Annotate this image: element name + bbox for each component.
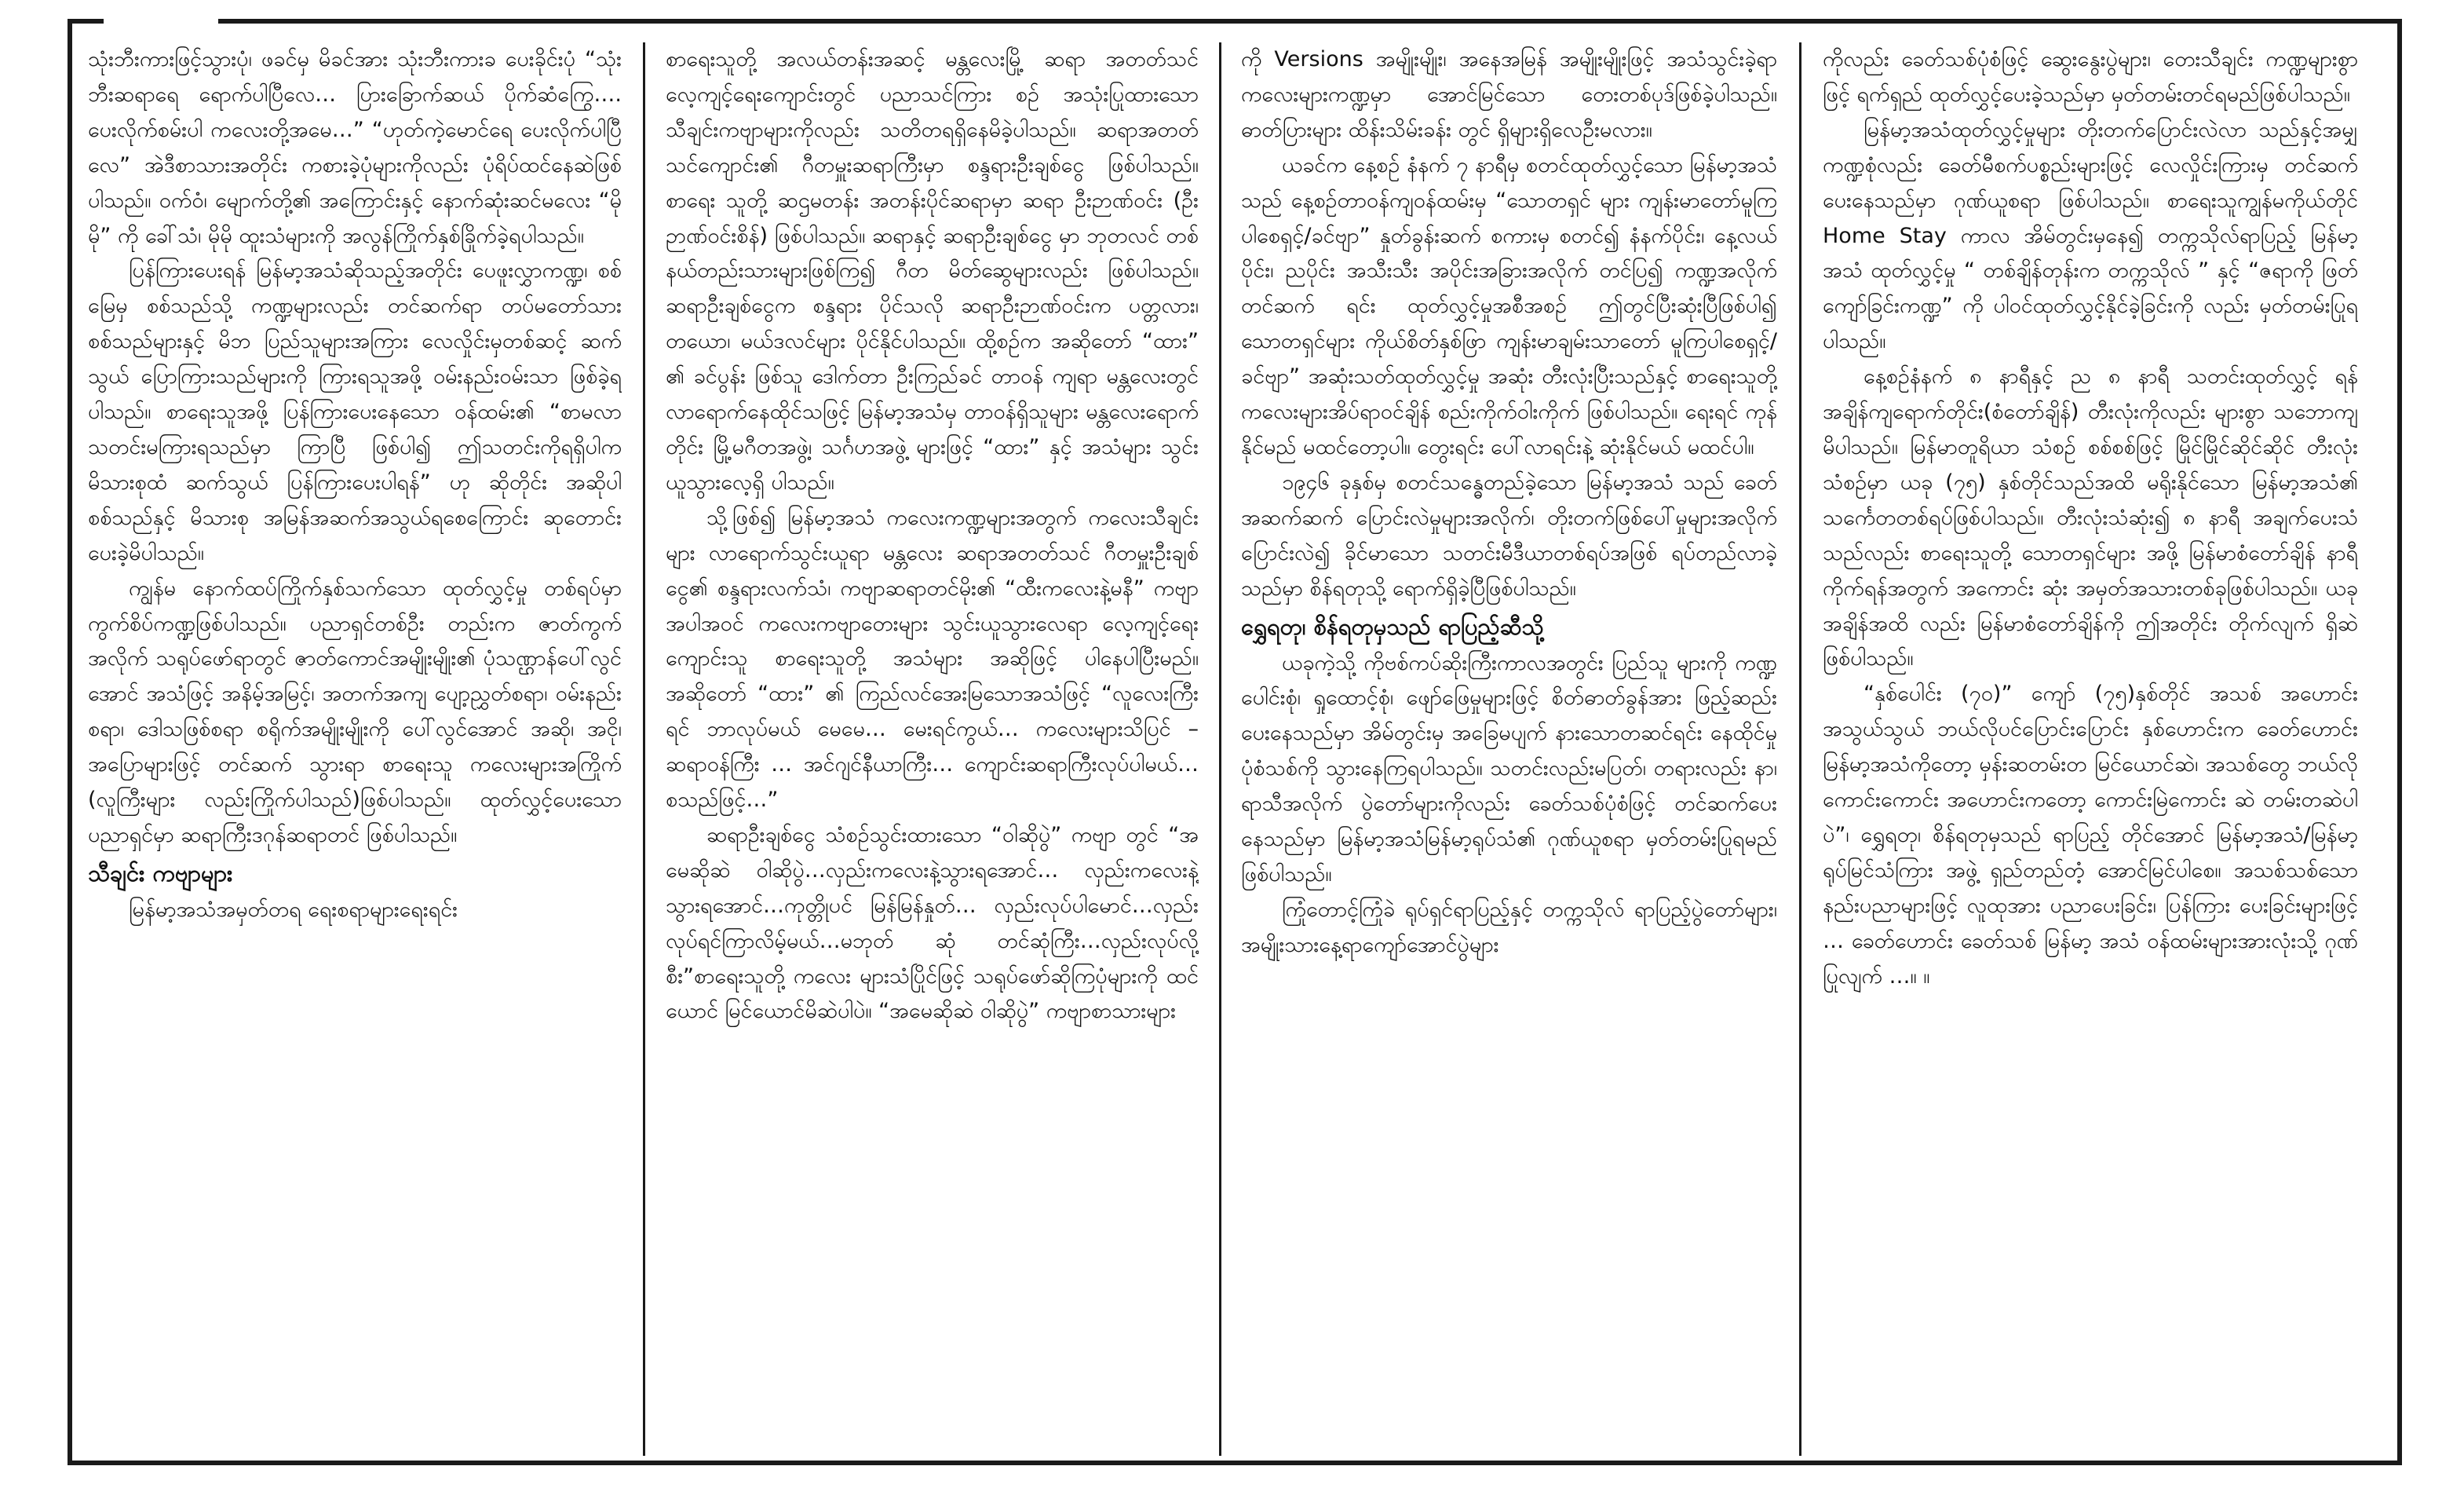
body-paragraph: သို့ဖြစ်၍ မြန်မာ့အသံ ကလေးကဏ္ဍများအတွက် ကလေးသီချင်းများ လာရောက်သွင်းယူရာ မန္တလေး ဆရာအတတ်သင် ဂီတမှူးဦးချစ်ငွေ၏ စန္ဒရားလက်သံ၊ ကဗျာဆရာတင်မိုး၏ “ထီးကလေးနဲ့မနီ” ကဗျာအပါအဝင် ကလေးကဗျာတေးများ သွင်းယူသွားလေရာ လေ့ကျင့်ရေး ကျောင်းသူ စာရေးသူတို့ အသံများ အဆိုဖြင့် ပါနေပါပြီးမည်။ အဆိုတော် “ထား” ၏ ကြည်လင်အေးမြသောအသံဖြင့် “လူလေးကြီးရင် ဘာလုပ်မယ် မေမေ… မေးရင်ကွယ်… ကလေးများသိပြင် – ဆရာဝန်ကြီး … အင်ဂျင်နီယာကြီး… ကျောင်းဆရာကြီးလုပ်ပါမယ်…စသည်ဖြင့်…”	[666, 505, 1199, 813]
column-2	[666, 42, 1199, 1456]
section-heading: သီချင်း ကဗျာများ	[88, 859, 233, 887]
body-paragraph: ၁၉၄၆ ခုနှစ်မှ စတင်သန္ဓေတည်ခဲ့သော မြန်မာ့အသံ သည် ခေတ်အဆက်ဆက် ပြောင်းလဲမှုများအလိုက်၊ တိုးတက်ဖြစ်ပေါ်မှုများအလိုက် ပြောင်းလဲ၍ ခိုင်မာသော သတင်းမီဒီယာတစ်ရပ်အဖြစ် ရပ်တည်လာခဲ့သည်မှာ စိန်ရတုသို့ ရောက်ရှိခဲ့ပြီဖြစ်ပါသည်။	[1241, 470, 1777, 601]
body-paragraph: ယခုကဲ့သို့ ကိုဗစ်ကပ်ဆိုးကြီးကာလအတွင်း ပြည်သူ များကို ကဏ္ဍပေါင်းစုံ၊ ရှုထောင့်စုံ၊ ဖျော်ဖြေမှုများဖြင့် စိတ်ဓာတ်ခွန်အား ဖြည့်ဆည်းပေးနေသည်မှာ အိမ်တွင်းမှ အခြေမပျက် နားသောတဆင်ရင်း နေထိုင်မှုပုံစံသစ်ကို သွားနေကြရပါသည်။ သတင်းလည်းမပြတ်၊ တရားလည်း နာ၊ ရာသီအလိုက် ပွဲတော်များကိုလည်း ခေတ်သစ်ပုံစံဖြင့် တင်ဆက်ပေးနေသည်မှာ မြန်မာ့အသံမြန်မာ့ရုပ်သံ၏ ဂုဏ်ယူစရာ မှတ်တမ်းပြုရမည် ဖြစ်ပါသည်။	[1241, 650, 1777, 887]
body-paragraph: မြန်မာ့အသံထုတ်လွှင့်မှုများ တိုးတက်ပြောင်းလဲလာ သည်နှင့်အမျှ ကဏ္ဍစုံလည်း ခေတ်မီစက်ပစ္စည်းများဖြင့် လေလှိုင်းကြားမှ တင်ဆက်ပေးနေသည်မှာ ဂုဏ်ယူစရာ ဖြစ်ပါသည်။ စာရေးသူကျွန်မကိုယ်တိုင် Home Stay ကာလ အိမ်တွင်းမှနေ၍ တက္ကသိုလ်ရာပြည့် မြန်မာ့အသံ ထုတ်လွှင့်မှု “ တစ်ချိန်တုန်းက တက္ကသိုလ် ” နှင့် “ဇရာကို ဖြတ်ကျော်ခြင်းကဏ္ဍ” ကို ပါဝင်ထုတ်လွှင့်နိုင်ခဲ့ခြင်းကို လည်း မှတ်တမ်းပြုရပါသည်။	[1823, 117, 2358, 354]
column-divider	[1799, 42, 1801, 1456]
column-3	[1241, 42, 1777, 1456]
body-paragraph: နေ့စဉ်နံနက် ၈ နာရီနှင့် ည ၈ နာရီ သတင်းထုတ်လွှင့် ရန် အချိန်ကျရောက်တိုင်း(စံတော်ချိန်) တီးလုံးကိုလည်း များစွာ သဘောကျမိပါသည်။ မြန်မာတူရိယာ သံစဉ် စစ်စစ်ဖြင့် မြိုင်မြိုင်ဆိုင်ဆိုင် တီးလုံးသံစဉ်မှာ ယခု (၇၅) နှစ်တိုင်သည်အထိ မရိုးနိုင်သော မြန်မာ့အသံ၏ သင်္ကေတတစ်ရပ်ဖြစ်ပါသည်။ တီးလုံးသံဆုံး၍ ၈ နာရီ အချက်ပေးသံသည်လည်း စာရေးသူတို့ သောတရှင်များ အဖို့ မြန်မာစံတော်ချိန် နာရီကိုက်ရန်အတွက် အကောင်း ဆုံး အမှတ်အသားတစ်ခုဖြစ်ပါသည်။ ယခုအချိန်အထိ လည်း မြန်မာစံတော်ချိန်ကို ဤအတိုင်း တိုက်လျက် ရှိဆဲဖြစ်ပါသည်။	[1823, 364, 2358, 671]
body-paragraph: ကြုံတောင့်ကြုံခဲ ရုပ်ရှင်ရာပြည့်နှင့် တက္ကသိုလ် ရာပြည့်ပွဲတော်များ၊ အမျိုးသားနေ့ရာကျော်အောင်ပွဲများ	[1241, 897, 1777, 957]
body-paragraph: ဆရာဦးချစ်ငွေ သံစဉ်သွင်းထားသော “ဝါဆိုပွဲ” ကဗျာ တွင် “အမေဆိုဆဲ ဝါဆိုပွဲ…လှည်းကလေးနဲ့သွားရအောင်… လှည်းကလေးနဲ့ သွားရအောင်…ကုတ္တိုပင် မြန်မြန်နှုတ်… လှည်းလုပ်ပါမောင်…လှည်းလုပ်ရင်ကြာလိမ့်မယ်…မဘုတ် ဆုံ တင်ဆုံကြီး…လှည်းလုပ်လို့စီး”စာရေးသူတို့ ကလေး များသံပြိုင်ဖြင့် သရုပ်ဖော်ဆိုကြပုံများကို ထင်ယောင် မြင်ယောင်မိဆဲပါပဲ။ “အမေဆိုဆဲ ဝါဆိုပွဲ” ကဗျာစာသားများ	[666, 822, 1199, 1024]
column-divider	[1219, 42, 1221, 1456]
corner-tab-mask	[104, 5, 218, 28]
body-paragraph: စာရေးသူတို့ အလယ်တန်းအဆင့် မန္တလေးမြို့ ဆရာ အတတ်သင် လေ့ကျင့်ရေးကျောင်းတွင် ပညာသင်ကြား စဉ် အသုံးပြုထားသော သီချင်းကဗျာများကိုလည်း သတိတရရှိနေမိခဲ့ပါသည်။ ဆရာအတတ်သင်ကျောင်း၏ ဂီတမှူးဆရာကြီးမှာ စန္ဒရားဦးချစ်ငွေ ဖြစ်ပါသည်။ စာရေး သူတို့ ဆဌမတန်း အတန်းပိုင်ဆရာမှာ ဆရာ ဦးဉာဏ်ဝင်း (ဦးဉာဏ်ဝင်းစိန်) ဖြစ်ပါသည်။ ဆရာနှင့် ဆရာဦးချစ်ငွေ မှာ ဘုတလင် တစ်နယ်တည်းသားများဖြစ်ကြ၍ ဂီတ မိတ်ဆွေများလည်း ဖြစ်ပါသည်။ ဆရာဦးချစ်ငွေက စန္ဒရား ပိုင်သလို ဆရာဦးဉာဏ်ဝင်းက ပတ္တလား၊ တယော၊ မယ်ဒလင်များ ပိုင်နိုင်ပါသည်။ ထို့စဉ်က အဆိုတော် “ထား” ၏ ခင်ပွန်း ဖြစ်သူ ဒေါက်တာ ဦးကြည်ခင် တာဝန် ကျရာ မန္တလေးတွင် လာရောက်နေထိုင်သဖြင့် မြန်မာ့အသံမှ တာဝန်ရှိသူများ မန္တလေးရောက်တိုင်း မြို့မဂီတအဖွဲ့၊ သင်္ဂဟအဖွဲ့ များဖြင့် “ထား” နှင့် အသံများ သွင်းယူသွားလေ့ရှိ ပါသည်။	[666, 47, 1199, 495]
body-paragraph: ပြန်ကြားပေးရန် မြန်မာ့အသံဆိုသည့်အတိုင်း ပေဖူးလွှာကဏ္ဍ၊ စစ်မြေမှ စစ်သည်သို့ ကဏ္ဍများလည်း တင်ဆက်ရာ တပ်မတော်သားစစ်သည်များနှင့် မိဘ ပြည်သူများအကြား လေလှိုင်းမှတစ်ဆင့် ဆက်သွယ် ပြောကြားသည်များကို ကြားရသူအဖို့ ဝမ်းနည်းဝမ်းသာ ဖြစ်ခဲ့ရပါသည်။ စာရေးသူအဖို့ ပြန်ကြားပေးနေသော ဝန်ထမ်း၏ “စာမလာ သတင်းမကြားရသည်မှာ ကြာပြီ ဖြစ်ပါ၍ ဤသတင်းကိုရရှိပါက မိသားစုထံ ဆက်သွယ် ပြန်ကြားပေးပါရန်” ဟု ဆိုတိုင်း အဆိုပါ စစ်သည်နှင့် မိသားစု အမြန်အဆက်အသွယ်ရစေကြောင်း ဆုတောင်း ပေးခဲ့မိပါသည်။	[88, 258, 622, 565]
column-divider	[643, 42, 645, 1456]
column-4	[1823, 42, 2358, 1456]
section-heading: ရွှေရတု၊ စိန်ရတုမှသည် ရာပြည့်ဆီသို့	[1241, 612, 1544, 640]
body-paragraph: ကျွန်မ နောက်ထပ်ကြိုက်နှစ်သက်သော ထုတ်လွှင့်မှု တစ်ရပ်မှာ ကွက်စိပ်ကဏ္ဍဖြစ်ပါသည်။ ပညာရှင်တစ်ဦး တည်းက ဇာတ်ကွက်အလိုက် သရုပ်ဖော်ရာတွင် ဇာတ်ကောင်အမျိုးမျိုး၏ ပုံသဏ္ဌာန်ပေါ်လွင်အောင် အသံဖြင့် အနိမ့်အမြင့်၊ အတက်အကျ ပျော့ညွှတ်စရာ၊ ဝမ်းနည်းစရာ၊ ဒေါသဖြစ်စရာ စရိုက်အမျိုးမျိုးကို ပေါ်လွင်အောင် အဆို၊ အငို၊ အပြောများဖြင့် တင်ဆက် သွားရာ စာရေးသူ ကလေးများအကြိုက် (လူကြီးများ လည်းကြိုက်ပါသည်)ဖြစ်ပါသည်။ ထုတ်လွှင့်ပေးသော ပညာရှင်မှာ ဆရာကြီးဒဂုန်ဆရာတင် ဖြစ်ပါသည်။	[88, 576, 622, 847]
body-paragraph: ကို Versions အမျိုးမျိုး၊ အနေအမြန် အမျိုးမျိုးဖြင့် အသံသွင်းခဲ့ရာ ကလေးများကဏ္ဍမှာ အောင်မြင်သော တေးတစ်ပုဒ်ဖြစ်ခဲ့ပါသည်။ ဓာတ်ပြားများ ထိန်းသိမ်းခန်း တွင် ရှိများရှိလေဦးမလား။	[1241, 47, 1777, 142]
column-1	[88, 42, 622, 1456]
body-paragraph: သုံးဘီးကားဖြင့်သွားပုံ၊ ဖခင်မှ မိခင်အား သုံးဘီးကားခ ပေးခိုင်းပုံ “သုံးဘီးဆရာရေ ရောက်ပါပြီလေ… ပြားခြောက်ဆယ် ပိုက်ဆံကြွေ…. ပေးလိုက်စမ်းပါ ကလေးတို့အမေ…” “ဟုတ်ကဲ့မောင်ရေ ပေးလိုက်ပါပြီ လေ” အဲဒီစာသားအတိုင်း ကစားခဲ့ပုံများကိုလည်း ပုံရိပ်ထင်နေဆဲဖြစ်ပါသည်။ ဝက်ဝံ၊ မျောက်တို့၏ အကြောင်းနှင့် နောက်ဆုံးဆင်မလေး “မိုမို” ကို ခေါ်သံ၊ မိုမို ထူးသံများကို အလွန်ကြိုက်နှစ်ခြိုက်ခဲ့ရပါသည်။	[88, 47, 622, 248]
article-columns	[88, 42, 2388, 1456]
body-paragraph: “နှစ်ပေါင်း (၇၀)” ကျော် (၇၅)နှစ်တိုင် အသစ် အဟောင်း အသွယ်သွယ် ဘယ်လိုပင်ပြောင်းပြောင်း နှစ်ဟောင်းက ခေတ်ဟောင်း မြန်မာ့အသံကိုတော့ မှန်းဆတမ်းတ မြင်ယောင်ဆဲ၊ အသစ်တွေ ဘယ်လို ကောင်းကောင်း အဟောင်းကတော့ ကောင်းမြဲကောင်း ဆဲ တမ်းတဆဲပါပဲ”၊ ရွှေရတု၊ စိန်ရတုမှသည် ရာပြည့် တိုင်အောင် မြန်မာ့အသံ/မြန်မာ့ရုပ်မြင်သံကြား အဖွဲ့ ရှည်တည်တံ့ အောင်မြင်ပါစေ။ အသစ်သစ်သော နည်းပညာများဖြင့် လူထုအား ပညာပေးခြင်း၊ ပြန်ကြား ပေးခြင်းများဖြင့် … ခေတ်ဟောင်း ခေတ်သစ် မြန်မာ့ အသံ ဝန်ထမ်းများအားလုံးသို့ ဂုဏ်ပြုလျက် …။ ။	[1823, 682, 2358, 989]
body-paragraph: ယခင်က နေ့စဉ် နံနက် ၇ နာရီမှ စတင်ထုတ်လွှင့်သော မြန်မာ့အသံသည် နေ့စဉ်တာဝန်ကျဝန်ထမ်းမှ “သောတရှင် များ ကျန်းမာတော်မူကြပါစေရှင့်/ခင်ဗျာ” နှုတ်ခွန်းဆက် စကားမှ စတင်၍ နံနက်ပိုင်း၊ နေ့လယ်ပိုင်း၊ ညပိုင်း အသီးသီး အပိုင်းအခြားအလိုက် တင်ပြ၍ ကဏ္ဍအလိုက် တင်ဆက် ရင်း ထုတ်လွှင့်မှုအစီအစဉ် ဤတွင်ပြီးဆုံးပြီဖြစ်ပါ၍ သောတရှင်များ ကိုယ်စိတ်နှစ်ဖြာ ကျန်းမာချမ်းသာတော် မူကြပါစေရှင့်/ခင်ဗျာ” အဆုံးသတ်ထုတ်လွှင့်မှု အဆုံး တီးလုံးပြီးသည်နှင့် စာရေးသူတို့ ကလေးများအိပ်ရာဝင်ချိန် စည်းကိုက်ဝါးကိုက် ဖြစ်ပါသည်။ ရေးရင် ကုန်နိုင်မည် မထင်တော့ပါ။ တွေးရင်း ပေါ်လာရင်းနဲ့ ဆုံးနိုင်မယ် မထင်ပါ။	[1241, 152, 1777, 459]
body-paragraph: မြန်မာ့အသံအမှတ်တရ ရေးစရာများရေးရင်း	[129, 897, 458, 922]
body-paragraph: ကိုလည်း ခေတ်သစ်ပုံစံဖြင့် ဆွေးနွေးပွဲများ၊ တေးသီချင်း ကဏ္ဍများစွာဖြင့် ရက်ရှည် ထုတ်လွှင့်ပေးခဲ့သည်မှာ မှတ်တမ်းတင်ရမည်ဖြစ်ပါသည်။	[1823, 47, 2358, 107]
